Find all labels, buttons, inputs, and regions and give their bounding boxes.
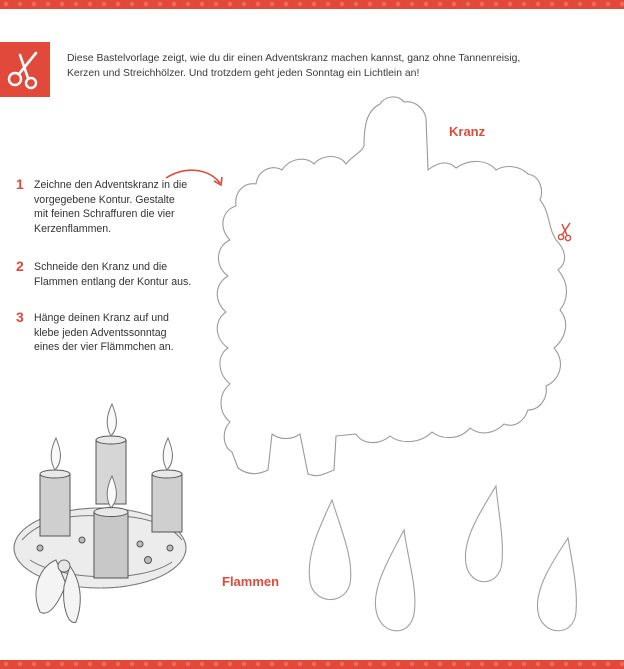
flame-outline-4 [537,538,576,631]
step-text-line: klebe jeden Adventssonntag [34,326,167,339]
pointer-arrow [166,170,220,183]
intro-line-1: Diese Bastelvorlage zeigt, wie du dir einen Adventskranz machen kannst, ganz ohne Tannenreisig, [67,53,521,64]
scissors-icon [558,223,570,241]
step-text-line: vorgegebene Kontur. Gestalte [34,193,175,206]
step-number: 2 [16,258,24,274]
flammen-label: Flammen [222,574,280,589]
step-text-line: Schneide den Kranz und die [34,261,168,273]
step-text-line: Flammen entlang der Kontur aus. [34,275,192,288]
step-text-line: mit feinen Schraffuren die vier [34,208,175,220]
flame-outline-1 [309,500,351,600]
kranz-label: Kranz [449,124,486,139]
flame-outline-2 [375,530,415,631]
step-number: 3 [16,309,24,325]
step-number: 1 [16,176,24,192]
step-text-line: Zeichne den Adventskranz in die [34,179,188,191]
flame-outline-3 [465,486,502,582]
decorative-border-bottom [0,660,624,669]
step-text-line: eines der vier Flämmchen an. [34,341,174,353]
step-text-line: Hänge deinen Kranz auf und [34,312,169,324]
advent-wreath-illustration [14,404,186,623]
intro-line-2: Kerzen und Streichhölzer. Und trotzdem geht jeden Sonntag ein Lichtlein an! [67,68,420,79]
wreath-outline [217,97,566,476]
step-text-line: Kerzenflammen. [34,222,112,235]
